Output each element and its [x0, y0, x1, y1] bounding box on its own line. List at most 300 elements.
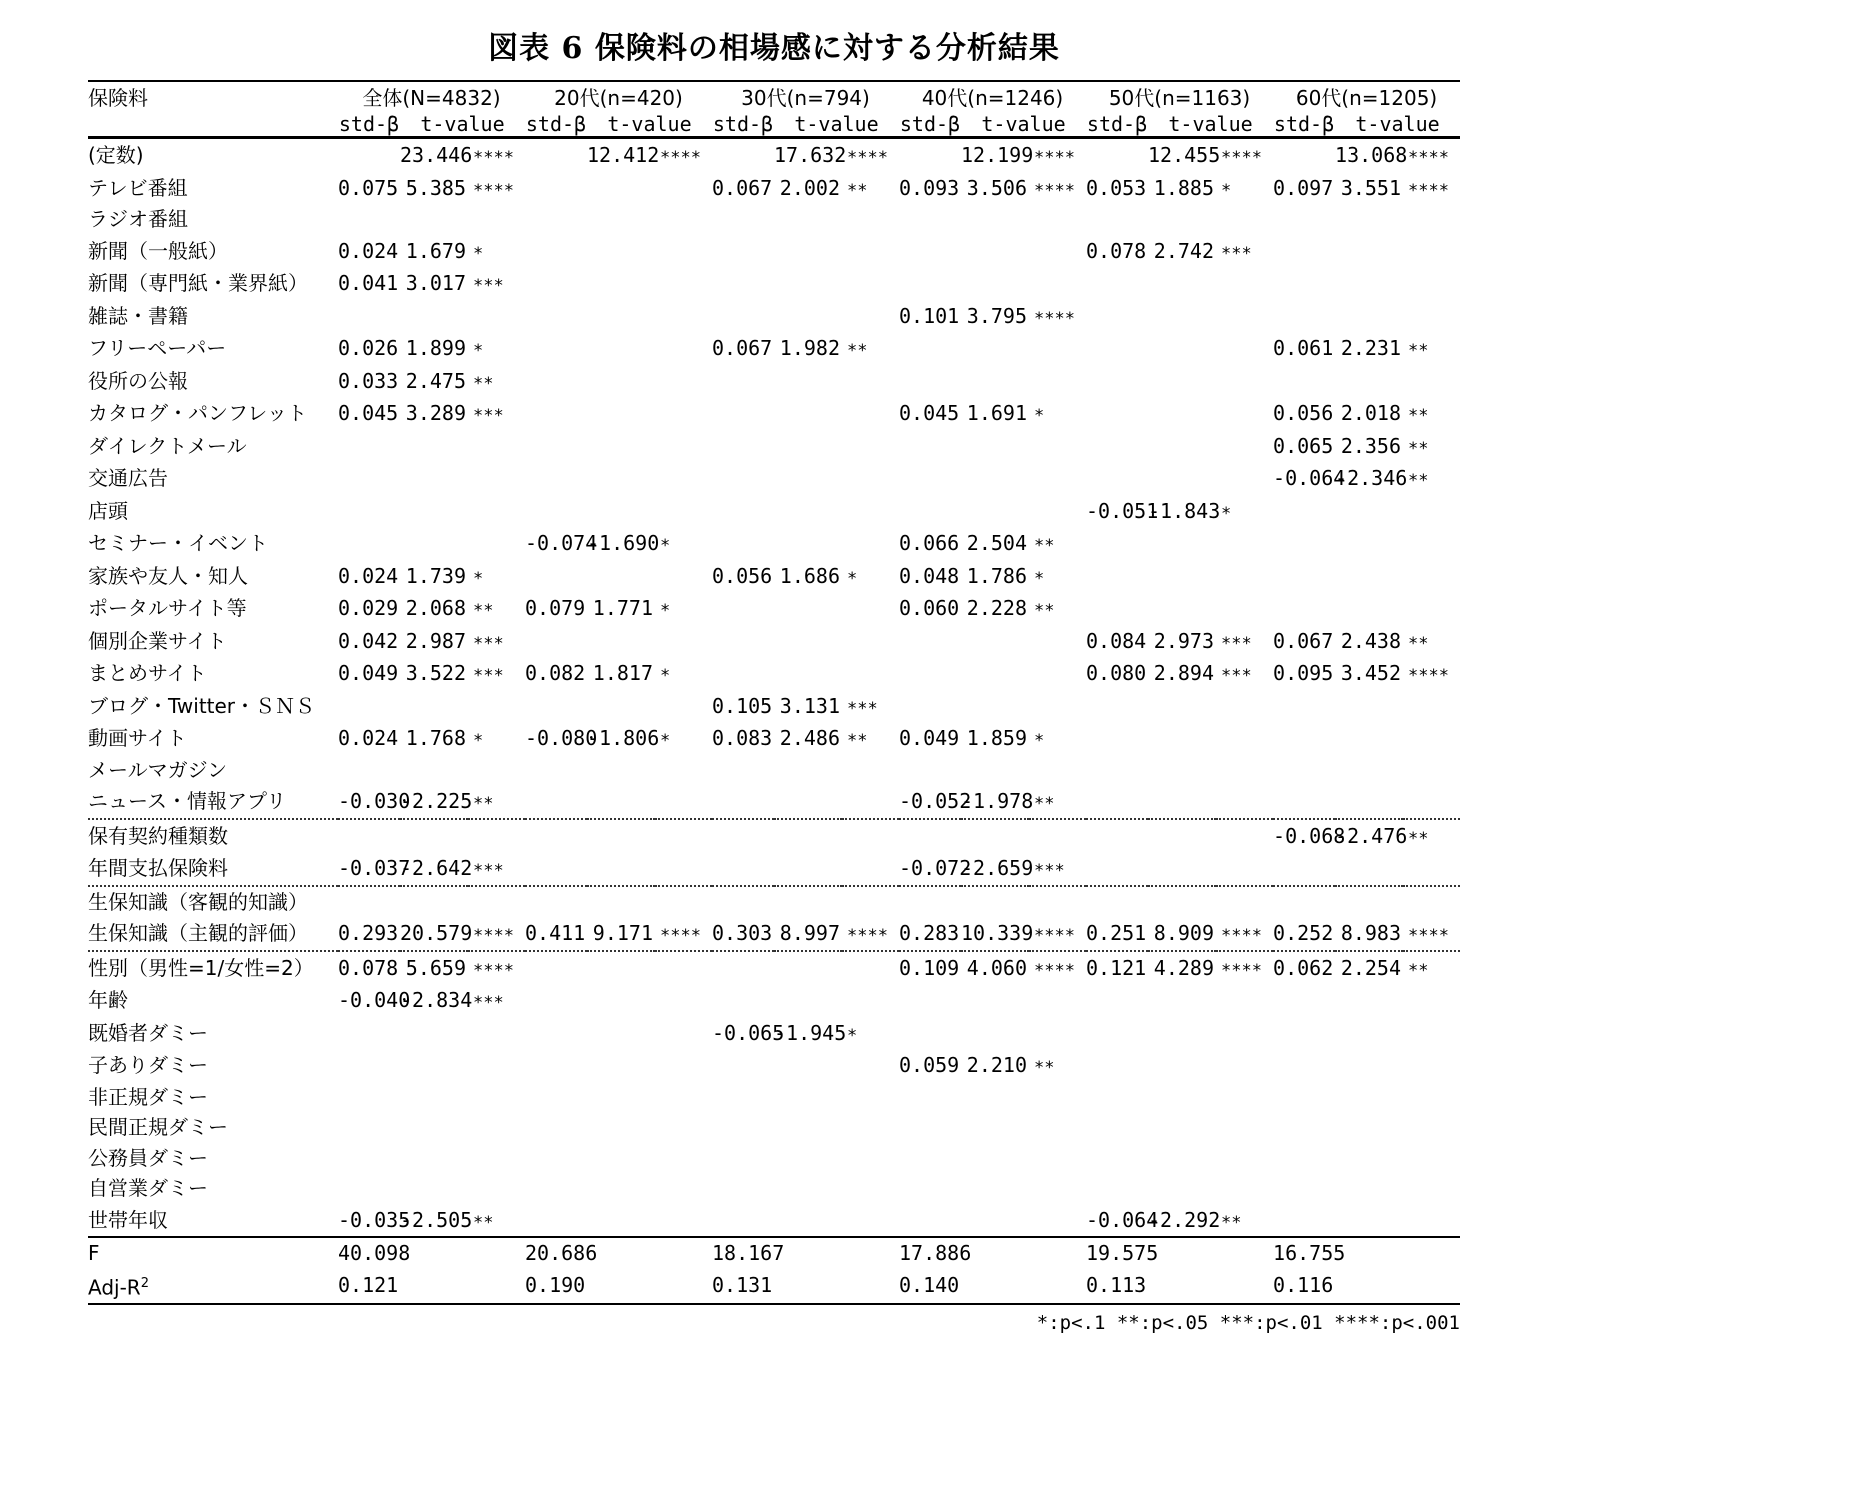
cell-std-beta [525, 204, 587, 235]
cell-t-value [774, 1143, 842, 1174]
row-label: 公務員ダミー [88, 1145, 208, 1170]
cell-std-beta: 0.048 [899, 563, 960, 588]
table-row [88, 235, 1460, 268]
cell-std-beta [1273, 592, 1335, 625]
cell-std-beta [899, 1143, 961, 1174]
cell-std-beta: 0.097 [1273, 175, 1334, 200]
cell-significance [655, 852, 712, 886]
cell-significance [842, 1112, 899, 1143]
cell-significance [1403, 560, 1460, 593]
cell-std-beta [1086, 1112, 1148, 1143]
cell-significance: **** [473, 926, 514, 946]
cell-t-value [774, 852, 842, 886]
cell-std-beta [525, 785, 587, 819]
cell-t-value [774, 397, 842, 430]
cell-std-beta [899, 984, 961, 1017]
row-label: 世帯年収 [88, 1207, 168, 1232]
cell-std-beta [1273, 852, 1335, 886]
cell-t-value: 3.131 [779, 693, 840, 718]
cell-significance [1216, 1143, 1273, 1174]
table-row [88, 172, 1460, 205]
cell-significance: * [473, 243, 484, 264]
row-label: 子ありダミー [88, 1053, 208, 1077]
cell-t-value [774, 527, 842, 560]
cell-significance [655, 235, 712, 268]
cell-t-value: 2.254 [1335, 951, 1403, 985]
cell-t-value: 1.817 [592, 661, 653, 685]
cell-t-value: 3.452 [1340, 661, 1402, 685]
cell-t-value: 4.289 [1148, 951, 1216, 985]
summary-spacer [1216, 1237, 1273, 1269]
cell-significance [1403, 527, 1460, 560]
cell-significance [655, 172, 712, 205]
cell-significance [842, 267, 899, 300]
cell-significance [1403, 1143, 1460, 1174]
row-label: 役所の公報 [88, 368, 188, 393]
cell-std-beta: 0.252 [1273, 921, 1334, 945]
summary-spacer [842, 1269, 899, 1304]
row-label: ブログ・Twitter・ＳＮＳ [88, 693, 316, 718]
summary-spacer [1335, 1269, 1403, 1304]
cell-std-beta [899, 819, 961, 853]
row-label: ポータルサイト等 [88, 596, 247, 620]
cell-t-value: 1.691 [966, 401, 1027, 425]
cell-std-beta [338, 755, 400, 786]
summary-spacer [400, 1237, 468, 1269]
cell-t-value [400, 819, 468, 853]
cell-std-beta [525, 495, 587, 528]
cell-significance [842, 235, 899, 268]
cell-t-value [400, 462, 468, 495]
cell-t-value: 2.475 [405, 368, 466, 393]
cell-t-value [961, 267, 1029, 300]
cell-t-value [400, 1143, 468, 1174]
summary-spacer [1148, 1269, 1216, 1304]
cell-std-beta [712, 430, 774, 463]
cell-t-value [587, 462, 655, 495]
cell-std-beta [712, 397, 774, 430]
summary-spacer [961, 1237, 1029, 1269]
row-label: (定数) [88, 143, 144, 167]
cell-std-beta [525, 300, 587, 333]
cell-t-value [587, 365, 655, 398]
cell-significance [1029, 625, 1086, 658]
cell-t-value [774, 984, 842, 1017]
cell-std-beta [338, 527, 400, 560]
cell-significance [842, 1204, 899, 1238]
summary-label: F [88, 1237, 338, 1269]
summary-spacer [774, 1269, 842, 1304]
cell-std-beta: 0.045 [899, 401, 960, 425]
cell-std-beta [1086, 560, 1148, 593]
cell-t-value [961, 886, 1029, 918]
cell-t-value [587, 204, 655, 235]
cell-significance [842, 755, 899, 786]
cell-std-beta [712, 527, 774, 560]
cell-std-beta [712, 204, 774, 235]
cell-significance: * [1034, 406, 1045, 426]
cell-significance [468, 1049, 525, 1082]
table-row [88, 1049, 1460, 1082]
cell-significance [1029, 430, 1086, 463]
cell-t-value [1335, 204, 1403, 235]
cell-std-beta [1273, 785, 1335, 819]
cell-significance [655, 1112, 712, 1143]
table-row [88, 755, 1460, 786]
cell-std-beta: 0.084 [1086, 628, 1147, 653]
cell-significance: **** [1408, 926, 1449, 946]
cell-t-value: 1.768 [405, 726, 466, 750]
cell-std-beta: 0.067 [1273, 628, 1334, 653]
cell-t-value: 2.486 [779, 726, 840, 750]
cell-t-value [400, 755, 468, 786]
table-body [88, 138, 1460, 1304]
cell-significance [655, 1017, 712, 1050]
cell-std-beta [1086, 755, 1148, 786]
cell-std-beta: 0.121 [1086, 951, 1148, 985]
cell-t-value: -1.978 [961, 789, 1034, 813]
cell-significance: * [1221, 503, 1232, 524]
cell-significance: **** [1221, 148, 1262, 168]
cell-t-value [1335, 886, 1403, 918]
cell-std-beta [338, 138, 400, 172]
cell-std-beta [1086, 852, 1148, 886]
cell-std-beta [1086, 1173, 1148, 1204]
cell-significance: ** [1408, 438, 1429, 459]
cell-std-beta [1273, 690, 1335, 723]
row-label: ダイレクトメール [88, 433, 247, 458]
cell-std-beta: 0.105 [712, 693, 773, 718]
cell-std-beta [899, 1204, 961, 1238]
cell-significance: ** [847, 341, 868, 361]
cell-t-value: 1.885 [1153, 175, 1215, 200]
cell-significance: * [473, 731, 484, 751]
row-label: 自営業ダミー [88, 1176, 208, 1200]
cell-t-value [587, 852, 655, 886]
cell-std-beta: -0.051 [1086, 498, 1159, 523]
table-row [88, 1112, 1460, 1143]
cell-significance: ** [1408, 633, 1429, 654]
table-row [88, 365, 1460, 398]
cell-significance [1029, 1112, 1086, 1143]
cell-significance [655, 1204, 712, 1238]
cell-std-beta [899, 1112, 961, 1143]
cell-t-value [961, 819, 1029, 853]
cell-significance: ** [1408, 341, 1429, 361]
cell-std-beta [1273, 235, 1335, 268]
sub-header-spacer [88, 111, 338, 138]
cell-std-beta [1273, 365, 1335, 398]
cell-significance [468, 755, 525, 786]
cell-significance: ** [1034, 1058, 1055, 1078]
cell-t-value [1335, 560, 1403, 593]
cell-t-value [587, 300, 655, 333]
cell-t-value [961, 462, 1029, 495]
cell-significance: *** [473, 406, 504, 426]
cell-std-beta [338, 690, 400, 723]
cell-significance [655, 332, 712, 365]
cell-std-beta: 0.024 [338, 726, 399, 750]
cell-t-value [587, 1049, 655, 1082]
cell-significance [655, 300, 712, 333]
cell-significance [1216, 722, 1273, 755]
cell-significance: *** [1221, 666, 1252, 686]
table-row [88, 495, 1460, 528]
cell-std-beta [899, 462, 961, 495]
group-header-50s: 50代(n=1163) [1086, 81, 1273, 111]
cell-significance [655, 560, 712, 593]
cell-std-beta [899, 625, 961, 658]
cell-std-beta: 0.042 [338, 628, 399, 653]
cell-t-value: 2.231 [1340, 336, 1402, 360]
cell-t-value [587, 951, 655, 985]
cell-significance [655, 462, 712, 495]
cell-t-value [774, 819, 842, 853]
row-label: セミナー・イベント [88, 531, 268, 555]
cell-significance [842, 951, 899, 985]
cell-std-beta [712, 235, 774, 268]
cell-significance [468, 462, 525, 495]
table-row [88, 886, 1460, 918]
cell-std-beta [525, 560, 587, 593]
cell-significance [842, 785, 899, 819]
cell-std-beta: 0.066 [899, 531, 960, 555]
cell-std-beta [338, 462, 400, 495]
cell-t-value: 3.551 [1340, 175, 1402, 200]
cell-t-value: 13.068 [1335, 143, 1408, 167]
cell-std-beta [1086, 886, 1148, 918]
cell-significance [1029, 657, 1086, 690]
cell-std-beta [525, 397, 587, 430]
cell-std-beta [338, 300, 400, 333]
cell-significance [1029, 819, 1086, 853]
summary-spacer [961, 1269, 1029, 1304]
summary-value: 19.575 [1086, 1237, 1148, 1269]
cell-significance [842, 657, 899, 690]
cell-significance [1216, 785, 1273, 819]
table-row [88, 592, 1460, 625]
cell-t-value [961, 625, 1029, 658]
cell-std-beta [712, 592, 774, 625]
row-label: ラジオ番組 [88, 207, 188, 231]
cell-significance [655, 1173, 712, 1204]
cell-significance [1216, 886, 1273, 918]
cell-t-value [961, 690, 1029, 723]
summary-spacer [1029, 1269, 1086, 1304]
cell-significance: * [1221, 180, 1232, 201]
cell-significance [1216, 1112, 1273, 1143]
cell-t-value [1335, 1082, 1403, 1113]
cell-std-beta [1086, 1143, 1148, 1174]
row-label: ニュース・情報アプリ [88, 789, 287, 813]
cell-t-value: -2.225 [400, 789, 473, 813]
cell-std-beta: 0.060 [899, 596, 960, 620]
cell-std-beta [525, 462, 587, 495]
cell-t-value [1148, 365, 1216, 398]
summary-value: 0.116 [1273, 1269, 1335, 1304]
row-label: 雑誌・書籍 [88, 303, 188, 328]
cell-significance: **** [660, 148, 701, 168]
cell-std-beta [525, 755, 587, 786]
cell-t-value: 3.506 [966, 175, 1027, 200]
cell-significance [842, 852, 899, 886]
table-row [88, 397, 1460, 430]
cell-std-beta: 0.041 [338, 271, 399, 295]
cell-t-value: 12.412 [587, 143, 660, 167]
cell-t-value: -2.476 [1335, 819, 1403, 853]
summary-spacer [1403, 1237, 1460, 1269]
cell-t-value [1148, 819, 1216, 853]
table-row [88, 560, 1460, 593]
cell-std-beta [712, 886, 774, 918]
cell-t-value [961, 1017, 1029, 1050]
cell-std-beta [525, 332, 587, 365]
cell-significance [655, 495, 712, 528]
cell-t-value: -1.945 [774, 1020, 847, 1045]
cell-std-beta [1273, 138, 1335, 172]
cell-significance: **** [473, 148, 514, 168]
cell-significance [1029, 267, 1086, 300]
cell-std-beta [525, 1112, 587, 1143]
summary-value: 16.755 [1273, 1237, 1335, 1269]
group-header-row [88, 81, 1460, 111]
cell-significance [655, 886, 712, 918]
cell-std-beta [712, 785, 774, 819]
cell-t-value [1335, 785, 1403, 819]
cell-std-beta [525, 172, 587, 205]
row-label: フリーペーパー [88, 336, 227, 360]
cell-t-value: 3.522 [405, 661, 466, 685]
table-row [88, 267, 1460, 300]
cell-t-value [774, 886, 842, 918]
table-row [88, 462, 1460, 495]
summary-spacer [1335, 1237, 1403, 1269]
cell-std-beta: -0.052 [899, 789, 972, 813]
cell-significance [655, 690, 712, 723]
cell-t-value [1148, 1173, 1216, 1204]
cell-significance [842, 625, 899, 658]
row-label: 既婚者ダミー [88, 1020, 208, 1045]
table-row [88, 430, 1460, 463]
cell-significance [1029, 984, 1086, 1017]
cell-std-beta [1273, 560, 1335, 593]
cell-significance [1403, 1017, 1460, 1050]
cell-t-value [1148, 592, 1216, 625]
cell-std-beta [1273, 755, 1335, 786]
row-label: 店頭 [88, 498, 128, 523]
cell-std-beta [712, 365, 774, 398]
group-header-20s: 20代(n=420) [525, 81, 712, 111]
cell-std-beta [1086, 592, 1148, 625]
cell-significance [842, 204, 899, 235]
row-label: 生保知識（主観的評価） [88, 921, 308, 945]
cell-t-value [587, 235, 655, 268]
cell-t-value: 1.982 [779, 336, 840, 360]
cell-t-value [961, 235, 1029, 268]
cell-std-beta [338, 1017, 400, 1050]
cell-significance [1029, 495, 1086, 528]
cell-t-value [587, 332, 655, 365]
cell-t-value [587, 1017, 655, 1050]
cell-t-value: 1.686 [779, 563, 840, 588]
cell-t-value [587, 172, 655, 205]
summary-value: 18.167 [712, 1237, 774, 1269]
cell-significance: * [660, 731, 671, 751]
significance-footnote: *:p<.1 **:p<.05 ***:p<.01 ****:p<.001 [1036, 1311, 1460, 1334]
cell-std-beta [525, 852, 587, 886]
cell-std-beta: 0.080 [1086, 661, 1147, 685]
cell-significance [468, 1173, 525, 1204]
cell-std-beta [899, 267, 961, 300]
cell-std-beta [1086, 722, 1148, 755]
cell-significance: **** [1034, 148, 1075, 168]
cell-significance: **** [1408, 180, 1449, 201]
cell-significance [1403, 1049, 1460, 1082]
cell-significance: ** [1408, 471, 1429, 491]
cell-std-beta [338, 1173, 400, 1204]
cell-significance [1216, 332, 1273, 365]
cell-t-value [400, 1082, 468, 1113]
cell-significance: **** [847, 148, 888, 168]
cell-std-beta: 0.078 [1086, 238, 1147, 263]
cell-t-value [587, 560, 655, 593]
cell-t-value [587, 397, 655, 430]
cell-std-beta [712, 462, 774, 495]
cell-t-value [1335, 300, 1403, 333]
cell-t-value [1335, 235, 1403, 268]
cell-significance [1216, 1017, 1273, 1050]
cell-significance: * [660, 536, 671, 556]
cell-significance [842, 1049, 899, 1082]
cell-std-beta [525, 365, 587, 398]
cell-significance: ** [473, 373, 494, 394]
cell-std-beta: 0.061 [1273, 336, 1334, 360]
cell-significance: **** [473, 180, 514, 201]
cell-significance [655, 430, 712, 463]
table-row [88, 527, 1460, 560]
cell-t-value: 5.659 [400, 951, 468, 985]
cell-std-beta [338, 204, 400, 235]
cell-significance [1216, 984, 1273, 1017]
cell-std-beta [712, 755, 774, 786]
cell-significance [1403, 1082, 1460, 1113]
cell-t-value [774, 1049, 842, 1082]
cell-t-value [1335, 267, 1403, 300]
cell-t-value [400, 1173, 468, 1204]
cell-std-beta: 0.093 [899, 175, 960, 200]
cell-t-value: 1.786 [966, 563, 1027, 588]
cell-std-beta: -0.065 [712, 1020, 785, 1045]
cell-significance [1029, 332, 1086, 365]
cell-std-beta [1086, 397, 1148, 430]
cell-significance [1216, 462, 1273, 495]
summary-value: 20.686 [525, 1237, 587, 1269]
cell-std-beta: 0.303 [712, 921, 773, 945]
cell-t-value [774, 592, 842, 625]
summary-label: Adj-$R^2$ [88, 1269, 338, 1304]
cell-std-beta [525, 625, 587, 658]
t-value-header: t-value [1335, 111, 1460, 138]
cell-significance [1403, 690, 1460, 723]
cell-std-beta: -0.068 [1273, 819, 1335, 853]
cell-t-value [961, 1112, 1029, 1143]
cell-t-value [774, 1082, 842, 1113]
cell-significance [842, 430, 899, 463]
cell-t-value [587, 1204, 655, 1238]
cell-std-beta: 0.062 [1273, 951, 1335, 985]
cell-std-beta [525, 138, 587, 172]
cell-t-value [961, 984, 1029, 1017]
